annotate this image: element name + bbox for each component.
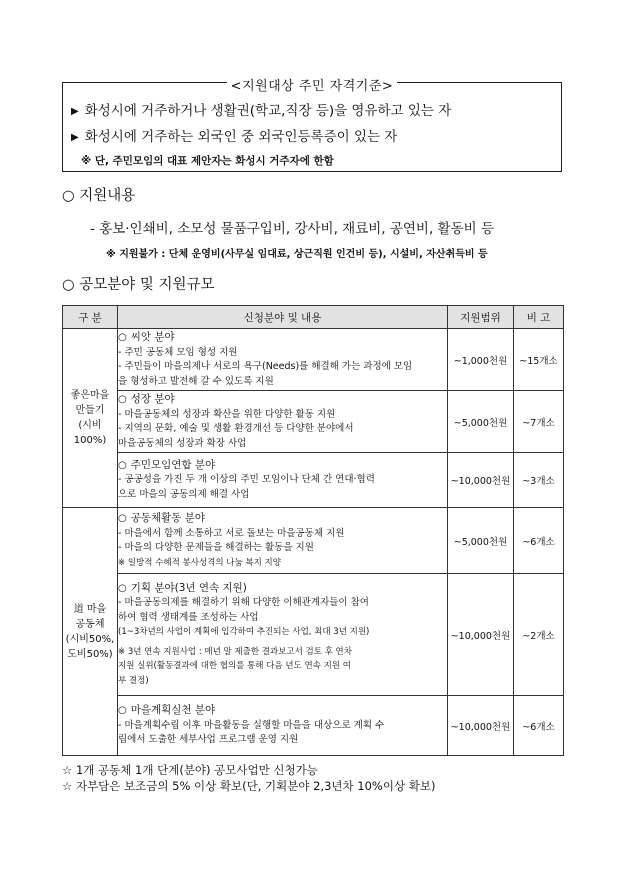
circle-bullet-icon: ○ xyxy=(118,332,127,343)
row-content-community: ○ 공동체활동 분야 - 마을에서 함께 소통하고 서로 돌보는 마을공동체 지원 - 마을의 다양한 문제들을 해결하는 활동을 지원 ※ 일방적 수혜적 봉사성격의 나눔 복지 지양 xyxy=(118,508,448,574)
row-range: ~5,000천원 xyxy=(448,508,514,574)
table-row xyxy=(63,453,564,508)
row-range: ~10,000천원 xyxy=(448,574,514,696)
support-heading: ○ 지원내용 xyxy=(62,188,136,204)
support-exclusion-note: ※ 지원불가 : 단체 운영비(사무실 임대료, 상근직원 인건비 등), 시설비, 자산취득비 등 xyxy=(106,249,488,260)
triangle-bullet-icon: ▶ xyxy=(71,106,79,117)
row-range: ~1,000천원 xyxy=(448,329,514,391)
row-range: ~10,000천원 xyxy=(448,453,514,508)
support-table xyxy=(62,305,564,756)
eligibility-item: ▶ 화성시에 거주하거나 생활권(학교,직장 등)을 영유하고 있는 자 xyxy=(71,103,452,119)
circle-bullet-icon: ○ xyxy=(118,513,127,524)
row-content-seed: ○ 씨앗 분야 - 주민 공동체 모임 형성 지원 - 주민들이 마을의제나 서로의 욕구(Needs)를 해결해 가는 과정에 모임 을 형성하고 발전해 갈 수 있도록 지원 xyxy=(118,329,448,391)
row-range: ~10,000천원 xyxy=(448,696,514,756)
table-row xyxy=(63,574,564,696)
table-row xyxy=(63,696,564,756)
scale-heading: ○ 공모분야 및 지원규모 xyxy=(62,277,215,293)
eligibility-box xyxy=(62,79,562,172)
table-row xyxy=(63,329,564,391)
row-count: ~7개소 xyxy=(514,391,564,453)
eligibility-note: ※ 단, 주민모임의 대표 제안자는 화성시 거주자에 한함 xyxy=(81,155,334,167)
footnote: ☆ 자부담은 보조금의 5% 이상 확보(단, 기획분야 2,3년차 10%이상 확보) xyxy=(62,779,436,793)
row-content-union: ○ 주민모임연합 분야 - 공공성을 가진 두 개 이상의 주민 모임이나 단체 간 연대·협력 으로 마을의 공동의제 해결 사업 xyxy=(118,453,448,508)
group-label-province-village: 道 마을 공동체 (시비50%, 도비50%) xyxy=(63,508,118,756)
footnote: ☆ 1개 공동체 1개 단계(분야) 공모사업만 신청가능 xyxy=(62,763,318,777)
triangle-bullet-icon: ▶ xyxy=(71,132,79,143)
table-row xyxy=(63,391,564,453)
circle-bullet-icon: ○ xyxy=(118,582,127,594)
header-note: 비 고 xyxy=(514,306,564,329)
row-content-plan-practice: ○ 마을계획실천 분야 - 마을계획수립 이후 마을활동을 실행할 마을을 대상으로 계획 수 립에서 도출한 세부사업 프로그램 운영 지원 xyxy=(118,696,448,756)
header-range: 지원범위 xyxy=(448,306,514,329)
group-label-good-village: 좋은마을 만들기 (시비 100%) xyxy=(63,329,118,508)
eligibility-title-wrap xyxy=(63,75,561,94)
header-category: 구 분 xyxy=(63,306,118,329)
row-range: ~5,000천원 xyxy=(448,391,514,453)
row-count: ~2개소 xyxy=(514,574,564,696)
row-content-growth: ○ 성장 분야 - 마을공동체의 성장과 확산을 위한 다양한 활동 지원 - 지역의 문화, 예술 및 생활 환경개선 등 다양한 분야에서 마을공동체의 성장과 확장 사업 xyxy=(118,391,448,453)
row-count: ~3개소 xyxy=(514,453,564,508)
circle-bullet-icon: ○ xyxy=(118,705,127,717)
table-header-row xyxy=(63,306,564,329)
row-count: ~6개소 xyxy=(514,696,564,756)
row-count: ~6개소 xyxy=(514,508,564,574)
row-count: ~15개소 xyxy=(514,329,564,391)
eligibility-title: <지원대상 주민 자격기준> xyxy=(227,79,398,94)
circle-bullet-icon: ○ xyxy=(118,459,127,471)
header-content: 신청분야 및 내용 xyxy=(118,306,448,329)
circle-bullet-icon: ○ xyxy=(118,394,127,405)
table-row xyxy=(63,508,564,574)
row-content-planning: ○ 기획 분야(3년 연속 지원) - 마을공동의제를 해결하기 위해 다양한 이해관계자들이 참여 하여 협력 생태계를 조성하는 사업 (1~3차년의 사업이 계획에 입각하여 추진되는 사업, 최대 3년 지원) ※ 3년 연속 지원사업 : 매년 말 제출한 결과보고서 검토 후 연차 지원 실위(활동결과에 대한 협의를 통해 다음 년도 연속 지원 여 부 결정) xyxy=(118,574,448,696)
support-items: - 홍보·인쇄비, 소모성 물품구입비, 강사비, 재료비, 공연비, 활동비 등 xyxy=(90,221,495,237)
eligibility-item: ▶ 화성시에 거주하는 외국인 중 외국인등록증이 있는 자 xyxy=(71,129,398,145)
